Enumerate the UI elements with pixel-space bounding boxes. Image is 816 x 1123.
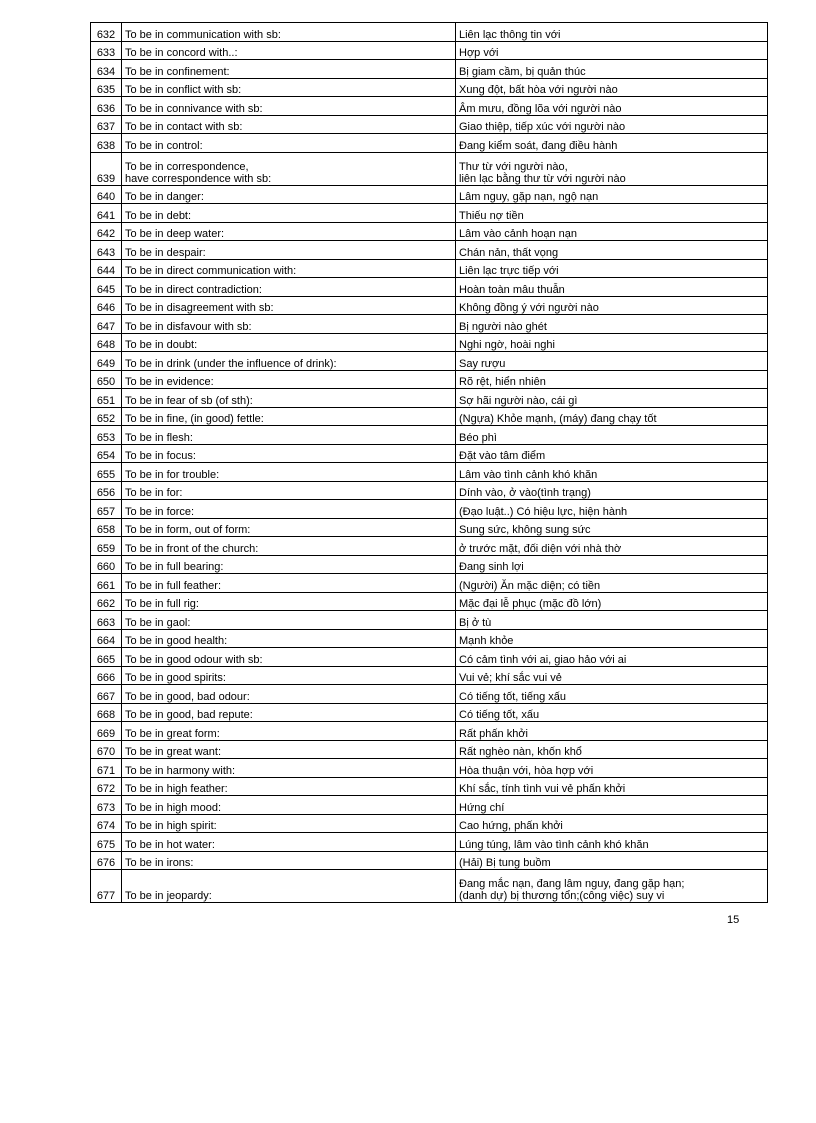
table-row [91, 315, 768, 334]
vietnamese-meaning: Đang sinh lợi [456, 555, 768, 574]
entry-number: 642 [91, 222, 122, 241]
table-row [91, 134, 768, 153]
vietnamese-meaning: Xung đột, bất hòa với người nào [456, 78, 768, 97]
english-phrase: To be in hot water: [122, 833, 456, 852]
entry-number: 650 [91, 370, 122, 389]
entry-number: 669 [91, 722, 122, 741]
table-row [91, 185, 768, 204]
table-row [91, 23, 768, 42]
table-row [91, 759, 768, 778]
english-phrase: To be in contact with sb: [122, 115, 456, 134]
english-phrase: To be in high mood: [122, 796, 456, 815]
vietnamese-meaning: Lâm nguy, gặp nạn, ngộ nạn [456, 185, 768, 204]
entry-number: 647 [91, 315, 122, 334]
vietnamese-meaning: Hợp với [456, 41, 768, 60]
english-phrase: To be in doubt: [122, 333, 456, 352]
table-row [91, 537, 768, 556]
entry-number: 637 [91, 115, 122, 134]
vietnamese-meaning: Hoàn toàn mâu thuẫn [456, 278, 768, 297]
vietnamese-meaning: ở trước mặt, đối diện với nhà thờ [456, 537, 768, 556]
vietnamese-meaning: Chán nản, thất vọng [456, 241, 768, 260]
table-row [91, 115, 768, 134]
vietnamese-meaning: Liên lạc trực tiếp với [456, 259, 768, 278]
vietnamese-meaning-line: Đang mắc nạn, đang lâm nguy, đang gặp hạn; [459, 878, 685, 890]
english-phrase: To be in full rig: [122, 592, 456, 611]
entry-number: 658 [91, 518, 122, 537]
vietnamese-meaning: Cao hứng, phấn khởi [456, 814, 768, 833]
vietnamese-meaning: (Người) Ăn mặc diện; có tiền [456, 574, 768, 593]
entry-number: 667 [91, 685, 122, 704]
table-row [91, 814, 768, 833]
page-number: 15 [727, 914, 740, 926]
table-row [91, 500, 768, 519]
vietnamese-meaning: Sung sức, không sung sức [456, 518, 768, 537]
entry-number: 655 [91, 463, 122, 482]
table-row [91, 97, 768, 116]
entry-number: 671 [91, 759, 122, 778]
entry-number: 677 [91, 870, 122, 903]
entry-number: 638 [91, 134, 122, 153]
table-row [91, 389, 768, 408]
entry-number: 674 [91, 814, 122, 833]
table-row [91, 648, 768, 667]
entry-number: 654 [91, 444, 122, 463]
entry-number: 651 [91, 389, 122, 408]
vietnamese-meaning-line: liên lạc bằng thư từ với người nào [459, 172, 626, 185]
english-phrase: To be in confinement: [122, 60, 456, 79]
entry-number: 632 [91, 23, 122, 42]
english-phrase: To be in communication with sb: [122, 23, 456, 42]
entry-number: 659 [91, 537, 122, 556]
table-row [91, 796, 768, 815]
table-row [91, 204, 768, 223]
table-row [91, 78, 768, 97]
english-phrase: To be in fine, (in good) fettle: [122, 407, 456, 426]
vietnamese-meaning: Lâm vào cảnh hoạn nạn [456, 222, 768, 241]
english-phrase: To be in good spirits: [122, 666, 456, 685]
vietnamese-meaning: Hứng chí [456, 796, 768, 815]
entry-number: 639 [91, 152, 122, 185]
entry-number: 648 [91, 333, 122, 352]
table-row [91, 463, 768, 482]
vietnamese-meaning: Sợ hãi người nào, cái gì [456, 389, 768, 408]
english-phrase: To be in evidence: [122, 370, 456, 389]
vietnamese-meaning: Đặt vào tâm điểm [456, 444, 768, 463]
vietnamese-meaning: Rất phấn khởi [456, 722, 768, 741]
entry-number: 676 [91, 851, 122, 870]
table-row [91, 152, 768, 185]
english-phrase: To be in gaol: [122, 611, 456, 630]
english-phrase: To be in connivance with sb: [122, 97, 456, 116]
entry-number: 670 [91, 740, 122, 759]
english-phrase: To be in full feather: [122, 574, 456, 593]
english-phrase: To be in danger: [122, 185, 456, 204]
table-row [91, 685, 768, 704]
entry-number: 664 [91, 629, 122, 648]
english-phrase: To be in focus: [122, 444, 456, 463]
english-phrase: To be in disfavour with sb: [122, 315, 456, 334]
vietnamese-meaning: Béo phì [456, 426, 768, 445]
table-row [91, 870, 768, 903]
table-row [91, 259, 768, 278]
table-row [91, 426, 768, 445]
english-phrase: To be in good, bad odour: [122, 685, 456, 704]
entry-number: 640 [91, 185, 122, 204]
english-phrase: To be in great form: [122, 722, 456, 741]
vietnamese-meaning: Thiếu nợ tiền [456, 204, 768, 223]
vietnamese-meaning: Lâm vào tình cảnh khó khăn [456, 463, 768, 482]
entry-number: 668 [91, 703, 122, 722]
table-row [91, 555, 768, 574]
entry-number: 656 [91, 481, 122, 500]
english-phrase: To be in good health: [122, 629, 456, 648]
english-phrase: To be in jeopardy: [122, 870, 456, 903]
table-row [91, 60, 768, 79]
vietnamese-meaning [456, 152, 768, 185]
entry-number: 649 [91, 352, 122, 371]
english-phrase: To be in force: [122, 500, 456, 519]
table-row [91, 333, 768, 352]
vietnamese-meaning: Rõ rệt, hiển nhiên [456, 370, 768, 389]
table-row [91, 851, 768, 870]
vietnamese-meaning-line: Thư từ với người nào, [459, 160, 568, 173]
vietnamese-meaning: Bị giam cầm, bị quản thúc [456, 60, 768, 79]
table-row [91, 222, 768, 241]
entry-number: 666 [91, 666, 122, 685]
english-phrase: To be in front of the church: [122, 537, 456, 556]
vietnamese-meaning: Hòa thuận với, hòa hợp với [456, 759, 768, 778]
table-row [91, 611, 768, 630]
english-phrase: To be in fear of sb (of sth): [122, 389, 456, 408]
entry-number: 673 [91, 796, 122, 815]
table-row [91, 740, 768, 759]
table-row [91, 296, 768, 315]
entry-number: 653 [91, 426, 122, 445]
english-phrase: To be in harmony with: [122, 759, 456, 778]
english-phrase: To be in direct communication with: [122, 259, 456, 278]
table-row [91, 241, 768, 260]
entry-number: 644 [91, 259, 122, 278]
vietnamese-meaning: Nghi ngờ, hoài nghi [456, 333, 768, 352]
vietnamese-meaning: Mặc đại lễ phục (mặc đồ lớn) [456, 592, 768, 611]
vietnamese-meaning: Bị người nào ghét [456, 315, 768, 334]
entry-number: 634 [91, 60, 122, 79]
vietnamese-meaning: Lúng túng, lâm vào tình cảnh khó khăn [456, 833, 768, 852]
entry-number: 645 [91, 278, 122, 297]
vietnamese-meaning: Âm mưu, đồng lõa với người nào [456, 97, 768, 116]
english-phrase: To be in full bearing: [122, 555, 456, 574]
english-phrase: To be in good, bad repute: [122, 703, 456, 722]
table-row [91, 278, 768, 297]
english-phrase: To be in control: [122, 134, 456, 153]
table-row [91, 352, 768, 371]
table-row [91, 370, 768, 389]
english-phrase: To be in irons: [122, 851, 456, 870]
english-phrase: To be in disagreement with sb: [122, 296, 456, 315]
entry-number: 662 [91, 592, 122, 611]
entry-number: 675 [91, 833, 122, 852]
vietnamese-meaning: Có cảm tình với ai, giao hảo với ai [456, 648, 768, 667]
entry-number: 661 [91, 574, 122, 593]
english-phrase: To be in flesh: [122, 426, 456, 445]
english-phrase: To be in good odour with sb: [122, 648, 456, 667]
english-phrase: To be in for trouble: [122, 463, 456, 482]
entry-number: 665 [91, 648, 122, 667]
vietnamese-meaning: Không đồng ý với người nào [456, 296, 768, 315]
phrase-table-container [90, 22, 768, 903]
table-row [91, 629, 768, 648]
table-row [91, 574, 768, 593]
table-row [91, 722, 768, 741]
vietnamese-meaning: Vui vẻ; khí sắc vui vẻ [456, 666, 768, 685]
table-row [91, 41, 768, 60]
entry-number: 641 [91, 204, 122, 223]
vietnamese-meaning: Liên lạc thông tin với [456, 23, 768, 42]
english-phrase: To be in for: [122, 481, 456, 500]
entry-number: 660 [91, 555, 122, 574]
table-row [91, 592, 768, 611]
vietnamese-meaning: (Đạo luật..) Có hiệu lực, hiện hành [456, 500, 768, 519]
table-row [91, 777, 768, 796]
vietnamese-meaning: Có tiếng tốt, tiếng xấu [456, 685, 768, 704]
entry-number: 636 [91, 97, 122, 116]
vietnamese-meaning: Giao thiệp, tiếp xúc với người nào [456, 115, 768, 134]
table-row [91, 407, 768, 426]
vietnamese-meaning: Bị ở tù [456, 611, 768, 630]
vietnamese-meaning [456, 870, 768, 903]
english-phrase: To be in conflict with sb: [122, 78, 456, 97]
entry-number: 652 [91, 407, 122, 426]
vietnamese-meaning: (Ngựa) Khỏe mạnh, (máy) đang chạy tốt [456, 407, 768, 426]
table-row [91, 833, 768, 852]
entry-number: 633 [91, 41, 122, 60]
english-phrase: To be in despair: [122, 241, 456, 260]
english-phrase: To be in high spirit: [122, 814, 456, 833]
english-phrase: To be in high feather: [122, 777, 456, 796]
vietnamese-meaning: Rất nghèo nàn, khốn khổ [456, 740, 768, 759]
english-phrase: To be in form, out of form: [122, 518, 456, 537]
table-row [91, 518, 768, 537]
vietnamese-meaning-line: (danh dự) bị thương tổn;(công việc) suy vi [459, 890, 665, 902]
table-row [91, 444, 768, 463]
vietnamese-meaning: Khí sắc, tính tình vui vẻ phấn khởi [456, 777, 768, 796]
english-phrase: To be in drink (under the influence of drink): [122, 352, 456, 371]
phrase-table-body [91, 23, 768, 903]
entry-number: 646 [91, 296, 122, 315]
vietnamese-meaning: Đang kiểm soát, đang điều hành [456, 134, 768, 153]
entry-number: 635 [91, 78, 122, 97]
entry-number: 643 [91, 241, 122, 260]
vietnamese-meaning: Dính vào, ở vào(tình trạng) [456, 481, 768, 500]
english-phrase [122, 152, 456, 185]
english-phrase: To be in concord with..: [122, 41, 456, 60]
english-phrase-line: To be in correspondence, [125, 160, 249, 173]
english-phrase: To be in debt: [122, 204, 456, 223]
entry-number: 657 [91, 500, 122, 519]
table-row [91, 666, 768, 685]
english-phrase: To be in deep water: [122, 222, 456, 241]
entry-number: 672 [91, 777, 122, 796]
vietnamese-meaning: Say rượu [456, 352, 768, 371]
table-row [91, 703, 768, 722]
vietnamese-meaning: Có tiếng tốt, xấu [456, 703, 768, 722]
vietnamese-meaning: Mạnh khỏe [456, 629, 768, 648]
english-phrase: To be in great want: [122, 740, 456, 759]
table-row [91, 481, 768, 500]
english-phrase: To be in direct contradiction: [122, 278, 456, 297]
phrase-table [90, 22, 768, 903]
entry-number: 663 [91, 611, 122, 630]
vietnamese-meaning: (Hải) Bị tung buồm [456, 851, 768, 870]
english-phrase-line: have correspondence with sb: [125, 172, 272, 185]
